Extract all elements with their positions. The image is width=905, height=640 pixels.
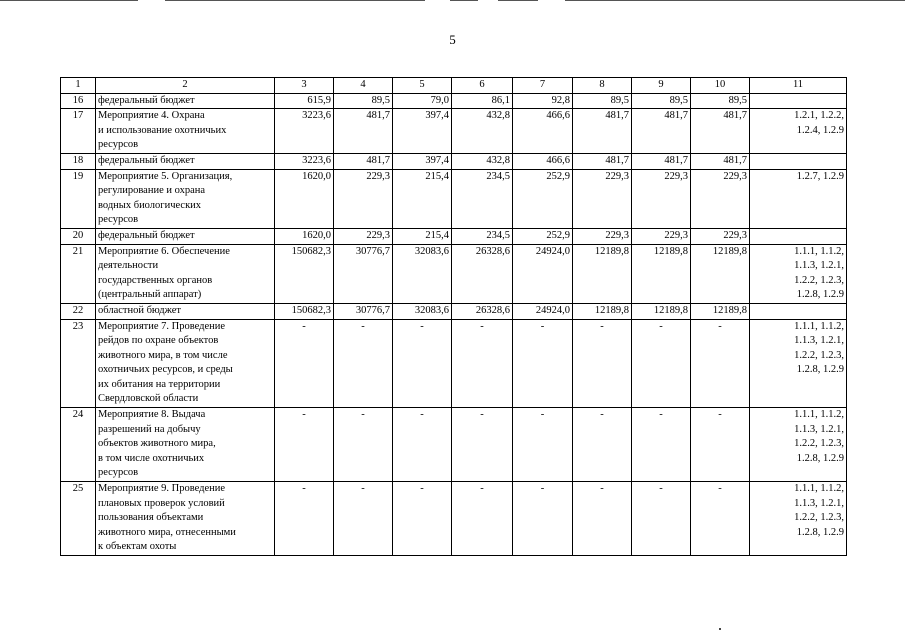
header-cell: 6	[452, 78, 513, 94]
amount-cell: 234,5	[452, 169, 513, 228]
activity-name-cell: Мероприятие 9. Проведение плановых проверок условий пользования объектами животного мира, отнесенными к объектам охоты	[96, 482, 275, 556]
header-cell: 10	[691, 78, 750, 94]
top-edge-rule	[450, 0, 478, 1]
header-row	[61, 78, 847, 94]
amount-cell: 432,8	[452, 109, 513, 154]
table-row	[61, 109, 847, 154]
amount-cell: 89,5	[334, 93, 393, 109]
target-indicators-cell	[750, 228, 847, 244]
target-indicators-cell: 1.1.1, 1.1.2, 1.1.3, 1.2.1, 1.2.2, 1.2.3, 1.2.8, 1.2.9	[750, 482, 847, 556]
amount-cell: 466,6	[513, 109, 573, 154]
table-row	[61, 482, 847, 556]
target-indicators-cell: 1.2.1, 1.2.2, 1.2.4, 1.2.9	[750, 109, 847, 154]
amount-cell: 397,4	[393, 109, 452, 154]
activity-name-cell: Мероприятие 4. Охрана и использование охотничьих ресурсов	[96, 109, 275, 154]
amount-cell: -	[573, 482, 632, 556]
amount-cell: -	[452, 482, 513, 556]
amount-cell: 12189,8	[691, 303, 750, 319]
target-indicators-cell: 1.1.1, 1.1.2, 1.1.3, 1.2.1, 1.2.2, 1.2.3, 1.2.8, 1.2.9	[750, 319, 847, 408]
activity-name-cell: федеральный бюджет	[96, 228, 275, 244]
amount-cell: 86,1	[452, 93, 513, 109]
header-cell: 2	[96, 78, 275, 94]
row-number-cell: 21	[61, 244, 96, 303]
amount-cell: 229,3	[691, 169, 750, 228]
header-cell: 1	[61, 78, 96, 94]
activity-name-cell: Мероприятие 7. Проведение рейдов по охране объектов животного мира, в том числе охотничьих ресурсов, и среды их обитания на территории Свердловской области	[96, 319, 275, 408]
amount-cell: 615,9	[275, 93, 334, 109]
row-number-cell: 19	[61, 169, 96, 228]
amount-cell: -	[573, 319, 632, 408]
amount-cell: -	[691, 319, 750, 408]
amount-cell: 215,4	[393, 169, 452, 228]
amount-cell: 89,5	[573, 93, 632, 109]
header-cell: 9	[632, 78, 691, 94]
amount-cell: 481,7	[632, 109, 691, 154]
amount-cell: -	[452, 408, 513, 482]
amount-cell: 3223,6	[275, 109, 334, 154]
amount-cell: 481,7	[573, 109, 632, 154]
budget-table	[60, 77, 847, 556]
amount-cell: -	[393, 408, 452, 482]
amount-cell: 229,3	[573, 169, 632, 228]
row-number-cell: 22	[61, 303, 96, 319]
amount-cell: 150682,3	[275, 303, 334, 319]
amount-cell: 229,3	[334, 228, 393, 244]
activity-name-cell: федеральный бюджет	[96, 93, 275, 109]
amount-cell: 481,7	[632, 153, 691, 169]
amount-cell: -	[393, 319, 452, 408]
amount-cell: 12189,8	[691, 244, 750, 303]
activity-name-cell: Мероприятие 5. Организация, регулирование и охрана водных биологических ресурсов	[96, 169, 275, 228]
amount-cell: 397,4	[393, 153, 452, 169]
amount-cell: -	[513, 408, 573, 482]
table-row	[61, 244, 847, 303]
amount-cell: 229,3	[632, 169, 691, 228]
amount-cell: 252,9	[513, 228, 573, 244]
amount-cell: -	[513, 319, 573, 408]
amount-cell: -	[573, 408, 632, 482]
amount-cell: 12189,8	[573, 303, 632, 319]
amount-cell: 79,0	[393, 93, 452, 109]
amount-cell: 26328,6	[452, 303, 513, 319]
table-row	[61, 319, 847, 408]
amount-cell: 481,7	[691, 153, 750, 169]
top-edge-rule	[498, 0, 538, 1]
table-row	[61, 93, 847, 109]
amount-cell: 1620,0	[275, 169, 334, 228]
amount-cell: 12189,8	[632, 303, 691, 319]
amount-cell: 150682,3	[275, 244, 334, 303]
target-indicators-cell: 1.1.1, 1.1.2, 1.1.3, 1.2.1, 1.2.2, 1.2.3, 1.2.8, 1.2.9	[750, 244, 847, 303]
top-edge-rule	[165, 0, 425, 1]
amount-cell: -	[632, 408, 691, 482]
amount-cell: 30776,7	[334, 244, 393, 303]
amount-cell: -	[275, 408, 334, 482]
row-number-cell: 25	[61, 482, 96, 556]
page-number: 5	[449, 32, 456, 47]
table-row	[61, 303, 847, 319]
table-row	[61, 169, 847, 228]
target-indicators-cell: 1.1.1, 1.1.2, 1.1.3, 1.2.1, 1.2.2, 1.2.3, 1.2.8, 1.2.9	[750, 408, 847, 482]
amount-cell: -	[393, 482, 452, 556]
amount-cell: -	[691, 482, 750, 556]
amount-cell: 24924,0	[513, 303, 573, 319]
amount-cell: 89,5	[691, 93, 750, 109]
row-number-cell: 23	[61, 319, 96, 408]
amount-cell: -	[632, 319, 691, 408]
amount-cell: 3223,6	[275, 153, 334, 169]
amount-cell: 229,3	[334, 169, 393, 228]
top-edge-rule	[565, 0, 905, 1]
row-number-cell: 18	[61, 153, 96, 169]
amount-cell: -	[334, 319, 393, 408]
amount-cell: 24924,0	[513, 244, 573, 303]
table-row	[61, 228, 847, 244]
amount-cell: 30776,7	[334, 303, 393, 319]
row-number-cell: 17	[61, 109, 96, 154]
target-indicators-cell	[750, 303, 847, 319]
header-cell: 5	[393, 78, 452, 94]
amount-cell: 12189,8	[573, 244, 632, 303]
amount-cell: -	[632, 482, 691, 556]
amount-cell: -	[275, 319, 334, 408]
activity-name-cell: федеральный бюджет	[96, 153, 275, 169]
target-indicators-cell	[750, 153, 847, 169]
amount-cell: 89,5	[632, 93, 691, 109]
header-cell: 8	[573, 78, 632, 94]
activity-name-cell: Мероприятие 6. Обеспечение деятельности государственных органов (центральный аппарат)	[96, 244, 275, 303]
amount-cell: 32083,6	[393, 303, 452, 319]
header-cell: 11	[750, 78, 847, 94]
row-number-cell: 20	[61, 228, 96, 244]
top-edge-rule	[0, 0, 138, 1]
scan-dot	[719, 628, 721, 630]
amount-cell: 229,3	[691, 228, 750, 244]
activity-name-cell: Мероприятие 8. Выдача разрешений на добычу объектов животного мира, в том числе охотничьих ресурсов	[96, 408, 275, 482]
amount-cell: 229,3	[632, 228, 691, 244]
row-number-cell: 16	[61, 93, 96, 109]
amount-cell: -	[334, 408, 393, 482]
header-cell: 4	[334, 78, 393, 94]
amount-cell: 234,5	[452, 228, 513, 244]
amount-cell: 26328,6	[452, 244, 513, 303]
row-number-cell: 24	[61, 408, 96, 482]
amount-cell: -	[513, 482, 573, 556]
table-row	[61, 153, 847, 169]
amount-cell: 481,7	[691, 109, 750, 154]
amount-cell: 229,3	[573, 228, 632, 244]
amount-cell: 215,4	[393, 228, 452, 244]
target-indicators-cell: 1.2.7, 1.2.9	[750, 169, 847, 228]
amount-cell: 466,6	[513, 153, 573, 169]
activity-name-cell: областной бюджет	[96, 303, 275, 319]
amount-cell: -	[334, 482, 393, 556]
amount-cell: 432,8	[452, 153, 513, 169]
amount-cell: 252,9	[513, 169, 573, 228]
amount-cell: -	[691, 408, 750, 482]
amount-cell: 481,7	[334, 153, 393, 169]
amount-cell: 92,8	[513, 93, 573, 109]
amount-cell: 12189,8	[632, 244, 691, 303]
header-cell: 3	[275, 78, 334, 94]
target-indicators-cell	[750, 93, 847, 109]
table-row	[61, 408, 847, 482]
amount-cell: 32083,6	[393, 244, 452, 303]
amount-cell: 1620,0	[275, 228, 334, 244]
header-cell: 7	[513, 78, 573, 94]
amount-cell: -	[452, 319, 513, 408]
amount-cell: 481,7	[573, 153, 632, 169]
amount-cell: -	[275, 482, 334, 556]
amount-cell: 481,7	[334, 109, 393, 154]
